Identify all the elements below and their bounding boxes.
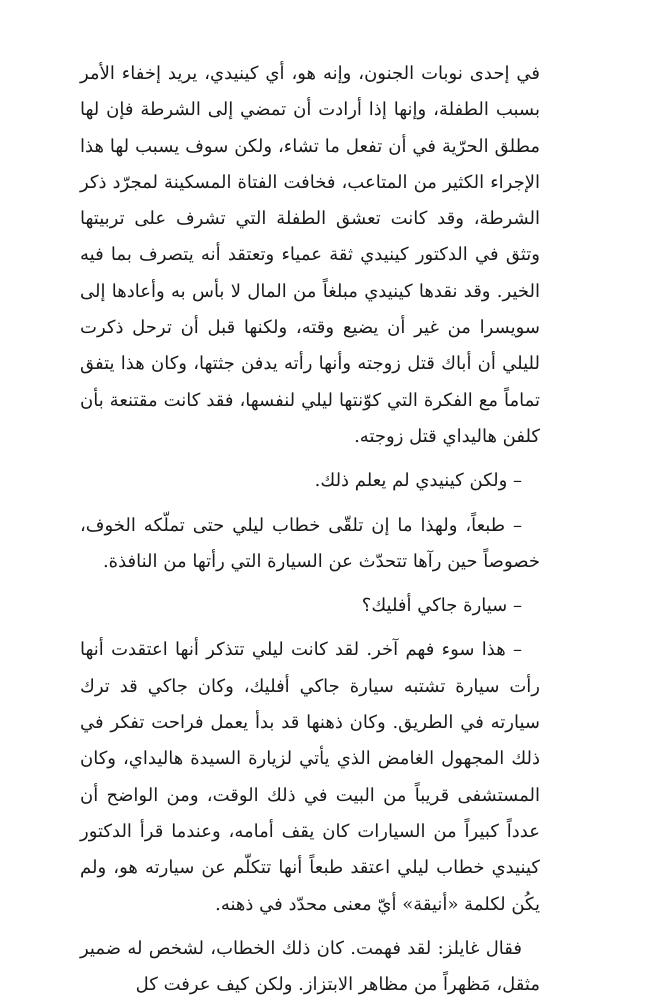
paragraph-dialogue: – طبعاً، ولهذا ما إن تلقّى خطاب ليلي حتى تملّكه الخوف، خصوصاً حين رآها تتحدّث عن السيارة التي رأتها من النافذة. (80, 514, 540, 572)
paragraph-dialogue: – سيارة جاكي أفليك؟ (361, 595, 522, 617)
paragraph-dialogue: – هذا سوء فهم آخر. لقد كانت ليلي تتذكر أنها اعتقدت أنها رأت سيارة تشتبه سيارة جاكي أفليك، وكان جاكي قد ترك سيارته في الطريق. وكان ذهنها قد بدأ يعمل فراحت تفكر في ذلك المجهول الغامض الذي يأتي لزيارة السيدة هاليداي، وكان المستشفى قريباً من البيت في ذلك الوقت، ومن الواضح أن عدداً كبيراً من السيارات كان يقف أمامه، وعندما قرأ الدكتور كينيدي خطاب ليلي اعتقد طبعاً أنها تتكلّم عن سيارته هو، ولم يكُن لكلمة «أنيقة» أيّ معنى محدّد في ذهنه. (80, 639, 540, 915)
paragraph-narration: في إحدى نوبات الجنون، وإنه هو، أي كينيدي، يريد إخفاء الأمر بسبب الطفلة، وإنها إذا أرادت أن تمضي إلى الشرطة فإن لها مطلق الحرّية في أن تفعل ما تشاء، ولكن سوف يسبب لها هذا الإجراء الكثير من المتاعب، فخافت الفتاة المسكينة لمجرّد ذكر الشرطة، وقد كانت تعشق الطفلة التي تشرف على تربيتها وتثق في الدكتور كينيدي ثقة عمياء وتعتقد أنه يتصرف بما فيه الخير. وقد نقدها كينيدي مبلغاً من المال لا بأس به وأعادها إلى سويسرا من غير أن يضيع وقته، ولكنها قبل أن ترحل ذكرت لليلي أن أباك قتل زوجته وأنها رأته يدفن جثتها، وكان هذا يتفق تماماً مع الفكرة التي كوّنتها ليلي لنفسها، فقد كانت مقتنعة بأن كلفن هاليداي قتل زوجته. (80, 63, 540, 447)
paragraph-dialogue: – ولكن كينيدي لم يعلم ذلك. (314, 470, 522, 492)
book-page (80, 56, 540, 1003)
paragraph-narration: فقال غايلز: لقد فهمت. كان ذلك الخطاب، لشخص له ضمير مثقل، مَظهراً من مظاهر الابتزاز. ولكن كيف عرفت كل (80, 937, 540, 996)
